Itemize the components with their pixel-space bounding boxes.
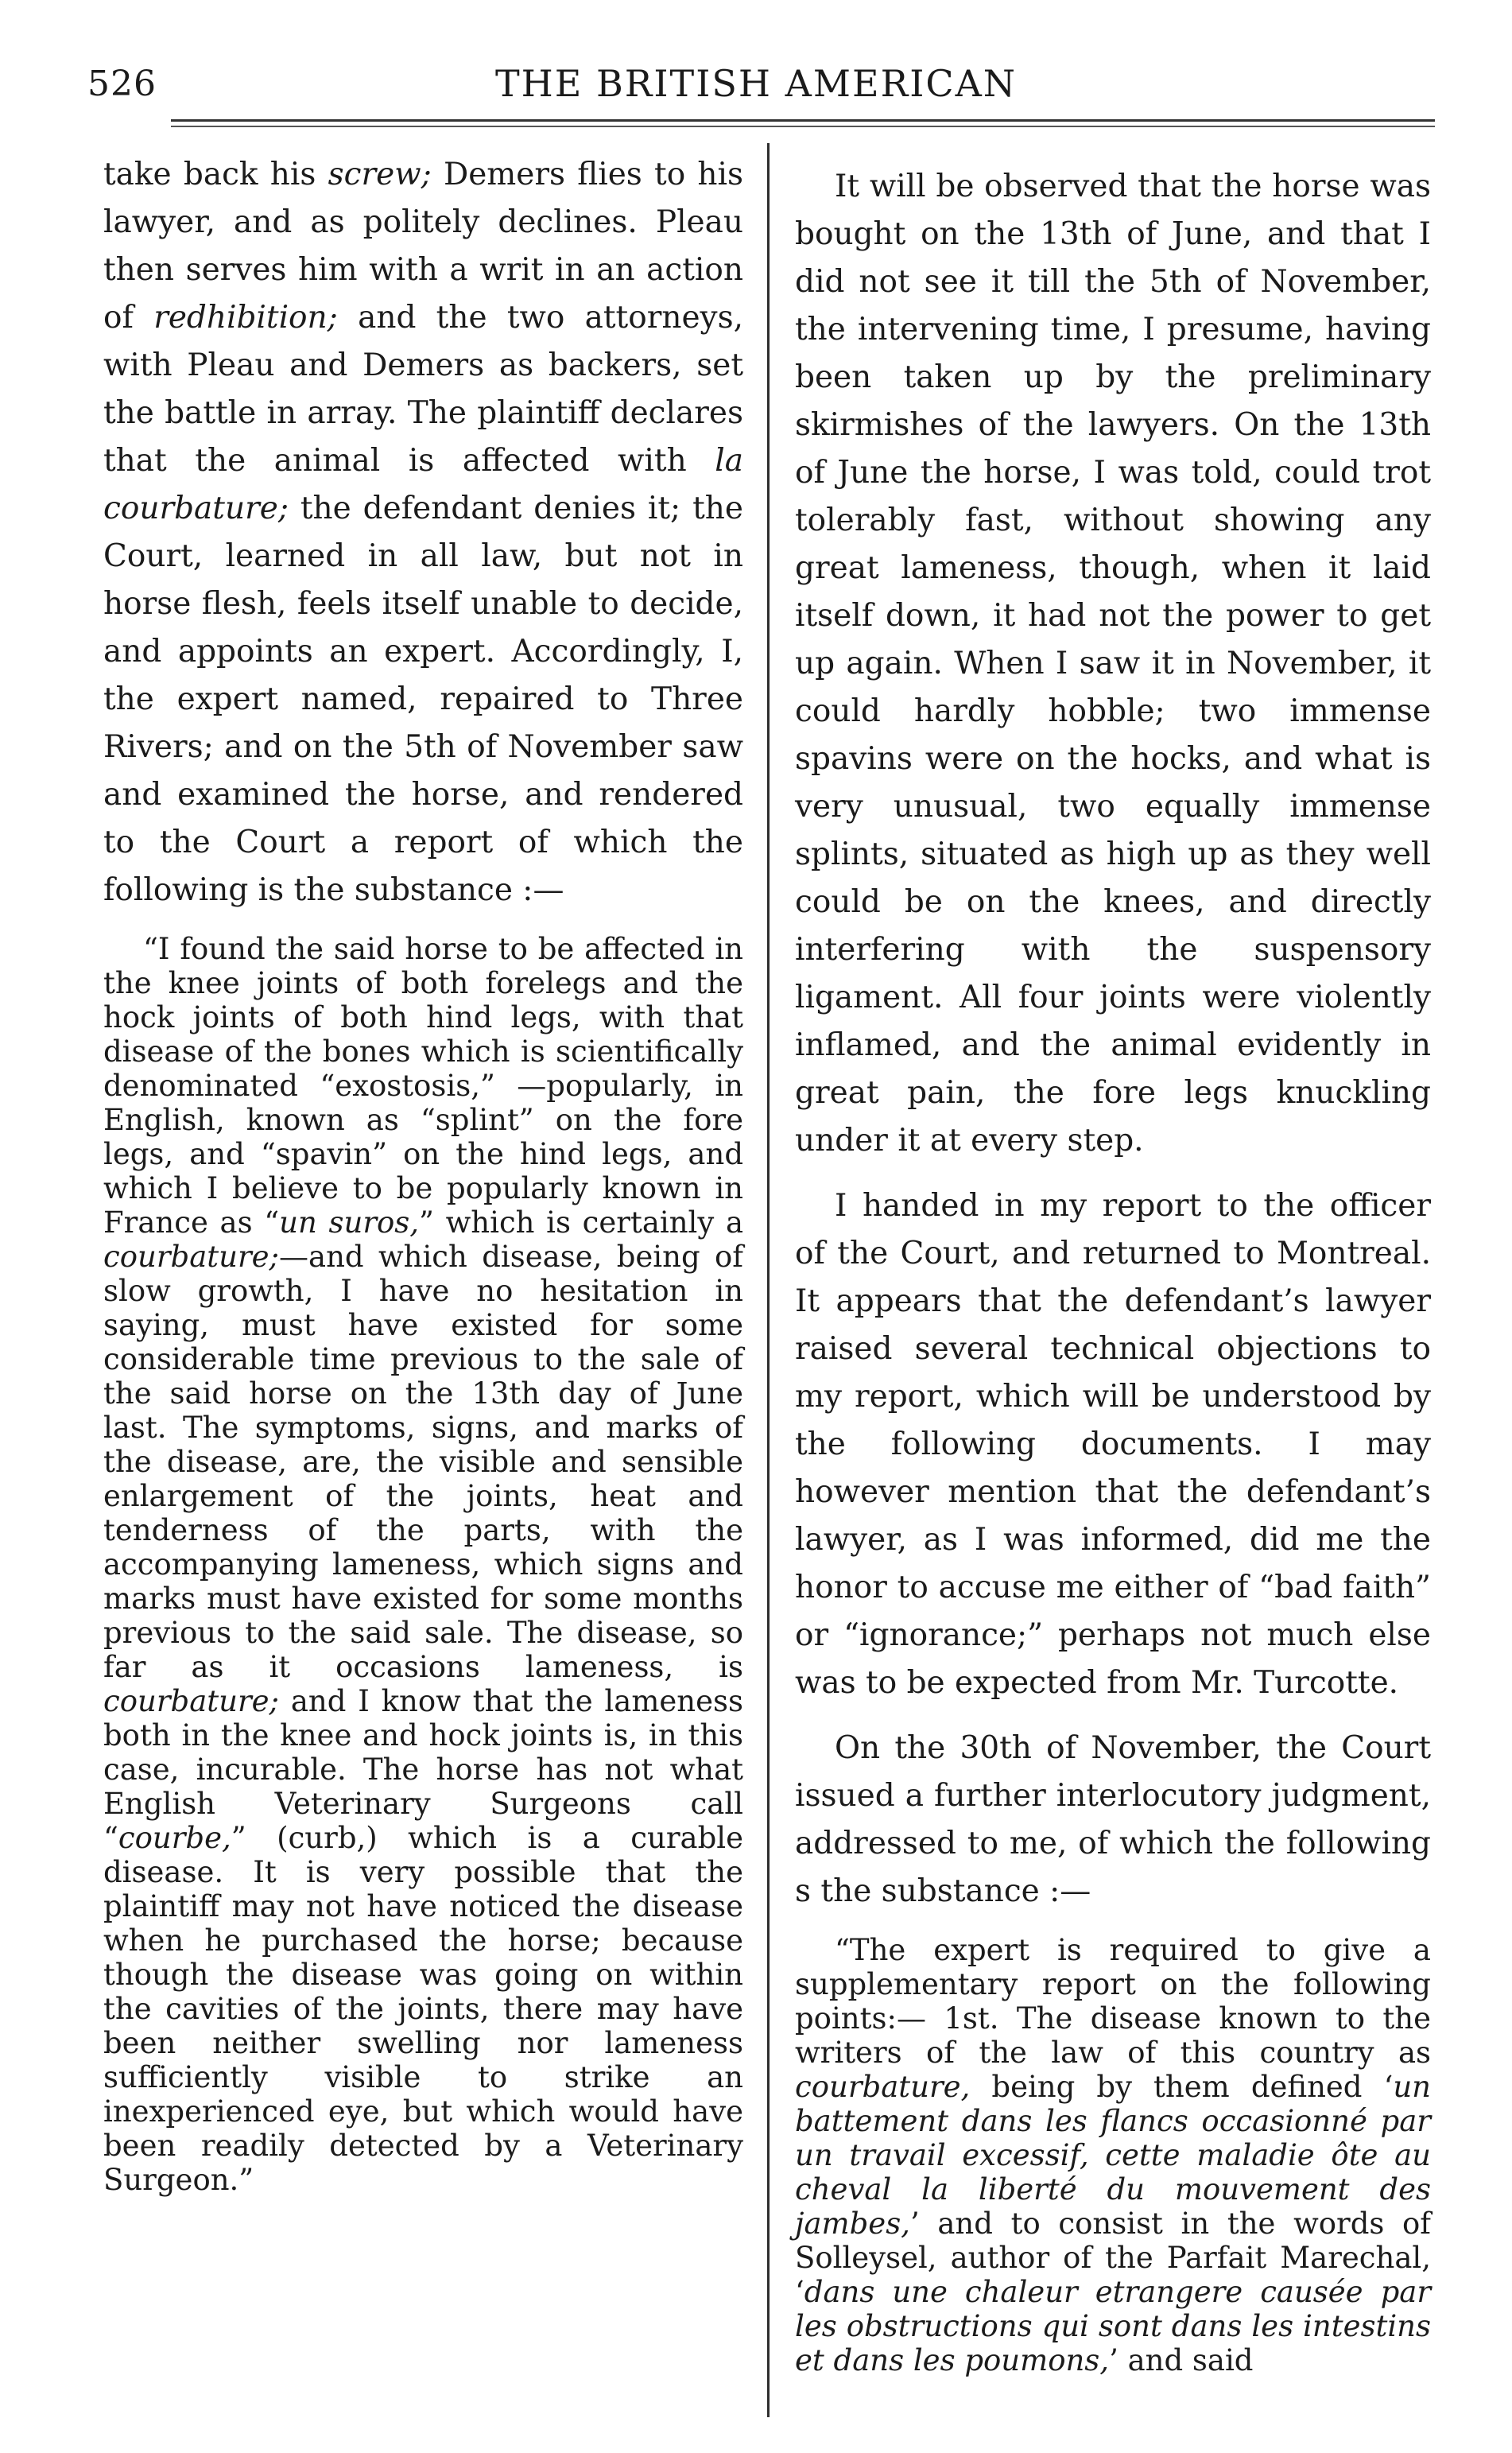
right-paragraph-2: I handed in my report to the officer of the Court, and returned to Montreal. It appears that the defendant’s lawyer raised several technical objections to my report, which will be understood by the following documents. I may however mention that the defendant’s lawyer, as I was informed, did me the honor to accuse me either of “bad faith” or “ignorance;” perhaps not much else was to be expected from Mr. Turcotte. [795,1188,1431,1701]
right-paragraph-3: On the 30th of November, the Court issued a further interlocutory judgment, addressed to me, of which the following s the substance :— [795,1730,1431,1909]
column-divider [767,143,770,2417]
header-rule-secondary [171,126,1435,127]
right-judgment-quote: “The expert is required to give a supplementary report on the following points:— 1st. The disease known to the writers of the law of this country as courbature, being by them defined ‘un battement dans les flancs occasionné par un travail excessif, cette maladie ôte au cheval la liberté du mouvement des jambes,’ and to consist in the words of Solleysel, author of the Parfait Marechal, ‘dans une chaleur etrangere causée par les obstructions qui sont dans les intestins et dans les poumons,’ and said [795,1933,1431,2377]
page-number: 526 [87,64,157,104]
right-paragraph-1: It will be observed that the horse was bought on the 13th of June, and that I did not see it till the 5th of November, the intervening time, I presume, having been taken up by the preliminary skirmishes of the lawyers. On the 13th of June the horse, I was told, could trot tolerably fast, without showing any great lameness, though, when it laid itself down, it had not the power to get up again. When I saw it in November, it could hardly hobble; two immense spavins were on the hocks, and what is very unusual, two equally immense splints, situated as high up as they well could be on the knees, and directly interfering with the suspensory ligament. All four joints were violently inflamed, and the animal evidently in great pain, the fore legs knuckling under it at every step. [795,169,1431,1159]
left-column [103,151,743,2197]
header-rule [171,119,1435,122]
page-header [0,0,1512,135]
right-column [795,163,1431,2377]
left-report-quote: “I found the said horse to be affected in the knee joints of both forelegs and the hock joints of both hind legs, with that disease of the bones which is scientifically denominated “exostosis,” —popularly, in English, known as “splint” on the fore legs, and “spavin” on the hind legs, and which I believe to be popularly known in France as “un suros,” which is certainly a courbature;—and which disease, being of slow growth, I have no hesitation in saying, must have existed for some considerable time previous to the sale of the said horse on the 13th day of June last. The symptoms, signs, and marks of the disease, are, the visible and sensible enlargement of the joints, heat and tenderness of the parts, with the accompanying lameness, which signs and marks must have existed for some months previous to the said sale. The disease, so far as it occasions lameness, is courbature; and I know that the lameness both in the knee and hock joints is, in this case, incurable. The horse has not what English Veterinary Surgeons call “courbe,” (curb,) which is a curable disease. It is very possible that the plaintiff may not have noticed the disease when he purchased the horse; because though the disease was going on within the cavities of the joints, there may have been neither swelling nor lameness sufficiently visible to strike an inexperienced eye, but which would have been readily detected by a Veterinary Surgeon.” [103,932,744,2197]
left-paragraph-1: take back his screw; Demers flies to his lawyer, and as politely declines. Pleau then serves him with a writ in an action of redhibition; and the two attorneys, with Pleau and Demers as backers, set the battle in array. The plaintiff declares that the animal is affected with la courbature; the defendant denies it; the Court, learned in all law, but not in horse flesh, feels itself unable to decide, and appoints an expert. Accordingly, I, the expert named, repaired to Three Rivers; and on the 5th of November saw and examined the horse, and rendered to the Court a report of which the following is the substance :— [103,157,744,908]
running-title: THE BRITISH AMERICAN [494,62,1018,105]
